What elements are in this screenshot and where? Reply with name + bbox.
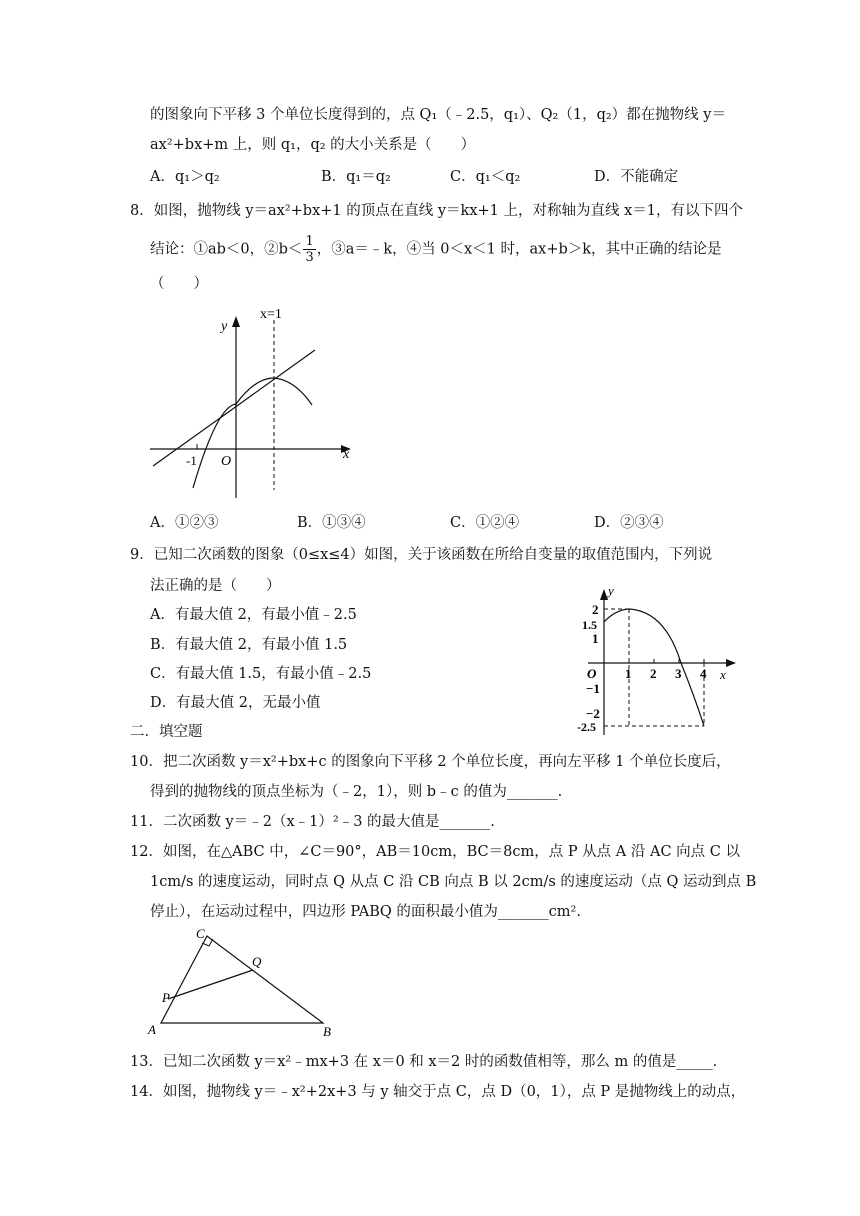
q9-option-c: C．有最大值 1.5，有最小值﹣2.5 [150, 666, 372, 682]
q8-line2-start: 结论：①ab＜0，②b＜ [150, 241, 303, 258]
q8-line2-end: ，③a＝﹣k，④当 0＜x＜1 时，ax+b＞k，其中正确的结论是 [316, 241, 722, 258]
q12-line2: 1cm/s 的速度运动，同时点 Q 从点 C 沿 CB 向点 B 以 2cm/s 的速度运动（点 Q 运动到点 B [150, 874, 757, 890]
q10-line2: 得到的抛物线的顶点坐标为（﹣2，1），则 b﹣c 的值为_______. [150, 784, 563, 800]
q7-line2: ax²+bx+m 上，则 q₁，q₂ 的大小关系是（ ） [150, 137, 476, 153]
y-tick-label-2: 2 [592, 602, 599, 617]
y-axis-arrow-icon [232, 316, 240, 327]
x-tick-label-4: 4 [700, 666, 707, 681]
q9-line2: 法正确的是（ ） [150, 578, 281, 594]
q12-triangle-figure [140, 922, 340, 1038]
q8-option-b: B．①③④ [297, 515, 366, 531]
q8-line1: 8．如图，抛物线 y＝ax²+bx+1 的顶点在直线 y＝kx+1 上，对称轴为直线 x＝1，有以下四个 [130, 203, 744, 219]
tick-neg1-label: -1 [186, 453, 197, 468]
x-axis-label: x [720, 667, 726, 682]
x-tick-label-1: 1 [625, 666, 632, 681]
q12-line3: 停止），在运动过程中，四边形 PABQ 的面积最小值为_______cm². [150, 904, 581, 920]
y-axis-label: y [221, 319, 228, 334]
q10-line1: 10．把二次函数 y＝x²+bx+c 的图象向下平移 2 个单位长度，再向左平移 1 个单位长度后， [130, 754, 731, 770]
y-tick-label-neg2: −2 [586, 706, 600, 721]
x-tick-label-2: 2 [650, 666, 657, 681]
origin-label: O [221, 454, 232, 469]
q8-option-a: A．①②③ [150, 515, 219, 531]
fraction-denominator: 3 [305, 250, 314, 265]
q7-option-a: A．q₁＞q₂ [150, 169, 220, 185]
q7-option-c: C．q₁＜q₂ [450, 169, 521, 185]
y-tick-label-1: 1 [592, 631, 599, 646]
q9-line1: 9．已知二次函数的图象（0≤x≤4）如图，关于该函数在所给自变量的取值范围内，下列说 [130, 547, 713, 563]
origin-label: O [587, 666, 597, 681]
y-tick-label-neg2-5: -2.5 [577, 720, 596, 734]
q7-option-d: D．不能确定 [594, 169, 679, 185]
q9-option-b: B．有最大值 2，有最小值 1.5 [150, 637, 348, 653]
q8-option-d: D．②③④ [594, 515, 664, 531]
q11-text: 11．二次函数 y＝﹣2（x﹣1）²﹣3 的最大值是_______. [130, 814, 495, 830]
q8-figure [145, 298, 360, 503]
point-q-label: Q [252, 954, 262, 969]
q14-text: 14．如图，抛物线 y＝﹣x²+2x+3 与 y 轴交于点 C，点 D（0，1），点 P 是抛物线上的动点， [130, 1084, 746, 1100]
q8-option-c: C．①②④ [450, 515, 520, 531]
q9-option-d: D．有最大值 2，无最小值 [150, 695, 321, 711]
symmetry-label: x=1 [260, 307, 282, 322]
vertex-a-label: A [148, 1022, 156, 1037]
point-p-label: P [162, 990, 170, 1005]
vertex-c-label: C [196, 926, 205, 941]
triangle-abc [161, 936, 323, 1023]
y-axis-arrow-icon [600, 589, 608, 600]
y-axis-label: y [608, 583, 614, 598]
vertex-b-label: B [323, 1024, 331, 1038]
q8-line2 [150, 234, 722, 265]
q13-text: 13．已知二次函数 y＝x²﹣mx+3 在 x＝0 和 x＝2 时的函数值相等，那么 m 的值是_____. [130, 1054, 718, 1070]
q7-line1: 的图象向下平移 3 个单位长度得到的，点 Q₁（﹣2.5，q₁）、Q₂（1，q₂）都在抛物线 y＝ [150, 107, 726, 123]
q8-line3: （ ） [150, 276, 208, 292]
q7-option-b: B．q₁＝q₂ [321, 169, 391, 185]
q8-fraction [303, 234, 315, 265]
x-axis-label: x [343, 447, 350, 462]
section-heading-fill-blanks: 二．填空题 [130, 724, 203, 740]
q9-figure [570, 583, 745, 738]
fraction-numerator: 1 [305, 234, 314, 249]
x-axis-arrow-icon [726, 659, 736, 667]
y-tick-label-1-5: 1.5 [582, 618, 597, 632]
q12-line1: 12．如图，在△ABC 中，∠C＝90°，AB＝10cm，BC＝8cm，点 P 从点 A 沿 AC 向点 C 以 [130, 844, 740, 860]
q9-option-a: A．有最大值 2，有最小值﹣2.5 [150, 607, 357, 623]
x-tick-label-3: 3 [675, 666, 682, 681]
y-tick-label-neg1: −1 [586, 681, 600, 696]
